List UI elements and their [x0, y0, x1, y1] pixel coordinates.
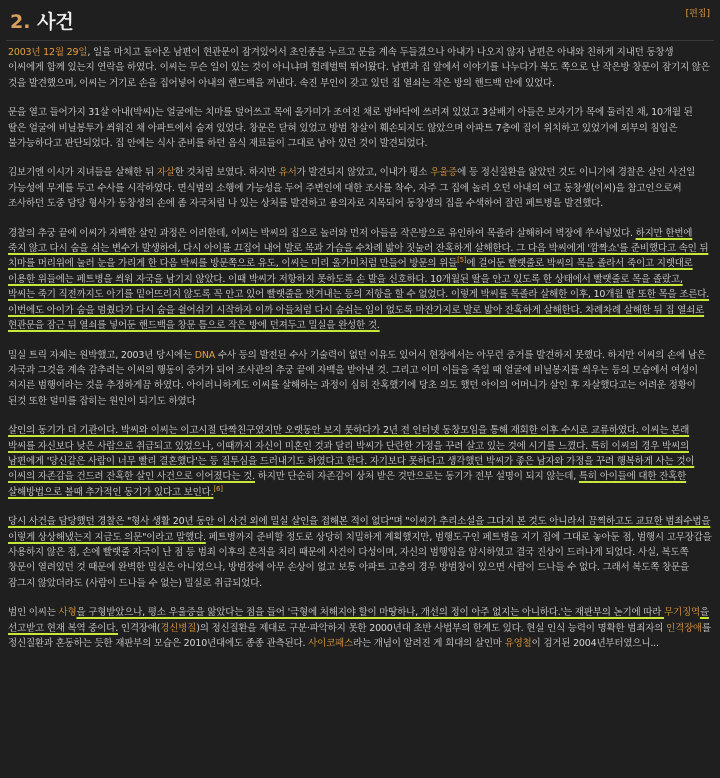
- text-segment: 경찰의 추궁 끝에 이씨가 자백한 살인 과정은 이러한데, 이씨는 박씨의 집으로 놀러와 먼저 아들을 작은방으로 유인하여 목졸라 살해하여 벽장에 쑤셔넣었다.: [8, 227, 636, 239]
- section-title: [10, 7, 74, 34]
- inline-link[interactable]: 인격장애: [666, 622, 702, 634]
- paragraph: [8, 45, 712, 91]
- text-segment: 범인 이씨는: [8, 607, 59, 619]
- section-header: [6, 0, 714, 41]
- inline-link[interactable]: 유서: [278, 167, 297, 179]
- paragraph: [8, 605, 712, 651]
- text-segment: 하지만 단순히 자존감이 상처 받은 것만으로는 동기가 전부 설명이 되지 않는데,: [254, 471, 579, 483]
- paragraph: [8, 165, 712, 211]
- paragraph: [8, 226, 712, 334]
- section-number: 2.: [10, 11, 31, 33]
- text-segment: 문을 열고 들어가지 31살 아내(박씨)는 얼굴에는 치마를 덮어쓰고 목에 올가미가 조여진 채로 방바닥에 쓰러져 있었고 3살배기 아들은 보자기가 목에 둘러진 채, 10개월 된 딸은 얼굴에 비닐봉투가 씌워진 채 아파트에서 숨져 있었다. 창문은 닫혀 있었고 방범 창살이 훼손되지도 않았으며 아파트 7층에 집이 위치하고 있었기에 외부의 침입은 불가능하다고 판단되었다. 집 안에는 식사 준비를 하던 음식 재료들이 그대로 남아 있던 것이 발견되었다.: [8, 107, 693, 150]
- text-segment: )의 정신질환을 제대로 구분·파악하지 못한 2000년대 초반 사법부의 한계도 있다. 현실 인식 능력이 명확한 범죄자의: [196, 622, 666, 634]
- inline-link[interactable]: 사이코패스: [308, 638, 354, 649]
- paragraph: [8, 514, 712, 591]
- text-segment: 에 등 정신질환을 앓았던 것도 이니기에 경찰은 살인 사건일 가능성에 무게를 두고 수사를 시작하였다. 면식범의 소행에 가능성을 두어 주변인에 대한 조사를 착수, 자주 그 집에 놀러 오던 아내의 여고 동창생(이씨)을 참고인으로써 조사하던 도중 담당 형사가 동창생의 손에 좀 자국처럼 나 있는 상처를 발견하고 용의자로 지목되어 동창생의 집을 수색하여 잘린 페트병을 발견했다.: [8, 167, 696, 210]
- footnote-ref[interactable]: [6]: [213, 484, 223, 493]
- edit-link[interactable]: [편집]: [685, 9, 710, 19]
- highlighted-text: 하지만 한번에 죽지 않고 다시 숨을 쉬는 변수가 발생하여, 다시 아이를 끄집어 내어 발로 목과 가슴을 수차례 밟아 짓눌러 잔혹하게 살해한다. 그 다음 박씨에게 '깜짝쇼'를 준비했다고 속인 뒤 치마를 머리위에 눌러 눈을 가리게 한 다음 박씨를 방문쪽으로 유도, 이씨는 미리 올가미처럼 만들어 방문의 위들: [8, 227, 709, 270]
- inline-link[interactable]: 유영철: [504, 638, 532, 649]
- inline-link[interactable]: 우울증: [430, 167, 458, 179]
- text-segment: 라는 개념이 알려진 게 희대의 살인마: [353, 638, 505, 649]
- inline-link[interactable]: DNA: [194, 349, 216, 361]
- highlighted-text: 을 구형받았으나, 평소 우울증을 앓았다는 점을 들어 '극형에 처해지야 할이 마땅하나, 개선의 정이 아주 없지는 아니하다.'는 재판부의 논기에 따라: [76, 607, 665, 619]
- section-title-text: 사건: [37, 11, 74, 33]
- text-segment: 김보기엔 이시가 지녀들을 살해한 뒤: [8, 167, 157, 179]
- text-segment: 페트병까지 준비할 정도로 상당히 치밀하게 계획했지만, 범행도구인 페트병을 지기 집에 그대로 놓아둔 점, 범행시 고무장갑을 사용하지 않은 점, 손에 빨랫줄 자국이 난 점 등 범죄 이후의 흔적을 처리 때문에 사건이 다성이며, 자신의 범행임을 암시하였고 결국 진상이 드러나게 되었다. 사실, 복도쪽 창문이 열려있던 것 때문에 완벽한 밀실은 아니었으나, 방범장에 아무 손상이 없고 보통 아파트 고층의 경우 방범창이 있으면 사람이 드나들 수 없다. 그래서 복도쪽 창문을 잠그지 않았더라도 (사람이 드나들 수 없는) 밀실로 취급되었다.: [8, 531, 712, 589]
- paragraph: [8, 348, 712, 410]
- footnote-ref[interactable]: [5]: [457, 256, 467, 265]
- inline-link[interactable]: 경신병질: [160, 622, 197, 634]
- inline-link[interactable]: 무기징역: [664, 607, 700, 619]
- article-body: [0, 41, 720, 651]
- highlighted-text: 특히 아이들에 대한 잔혹한 살해방법으로 볼때 추가적인 동기가 있다고 보인다.: [8, 471, 687, 498]
- text-segment: , 일을 마치고 돌아온 남편이 현관문이 잠겨있어서 초인종을 누르고 문을 계속 두들겼으나 아내가 나오지 않자 남편은 아내와 친하게 지내던 동창생 이씨에게 함께 있는지 연락을 하였다. 이씨는 무슨 일이 있는 것이 아니냐며 헐레벌떡 뛰어왔다. 남편과 집 앞에서 이야기를 나누다가 복도 쪽으로 난 작은방 창문이 잠기지 않은 것을 발견했으며, 이씨는 거기로 손을 집어넣어 아내의 핸드백을 꺼낸다. 속진 부인이 갖고 있던 집 열쇠는 작은 방의 핸드백 안에 있었다.: [8, 47, 710, 89]
- text-segment: 를 정신질환과 혼동하는 듯한 재판부의 모습은 2010년대에도 종종 관측된다.: [8, 622, 711, 649]
- highlighted-text: 에 걸어둔 빨랫줄로 박씨의 목을 졸라서 죽이고 지렛대로 이용한 위들에는 페트병을 씌워 자국을 남기지 않았다. 이때 박씨가 저항하지 못하도록 손 발을 신호하다. 10개월된 딸을 안고 있도록 한 상태에서 빨랫줄로 목을 졸랐고, 박씨는 죽기 직전까지도 아기를 밑어뜨리지 않도록 꼭 안고 있어 빨랫줄을 벗겨내는 등의 저항을 할 수 없었다. 이렇게 박씨를 목졸라 살해한 이후, 10개월 딸 또한 목을 조른다. 이번에도 아이가 숨을 멈췄다가 다시 숨을 쉴어쉬기 시작하자 이까 아들처럼 다시 숨쉬는 입이 없도록 마잔가지로 발로 밟아 잔혹하게 살해한다. 차례차례 살해한 뒤 집 열쇠로 현관문을 잠근 뒤 열쇠를 넣어둔 핸드백을 창문 틈으로 작은 방에 던져두고 밀실을 완성한 것.: [8, 258, 710, 332]
- paragraph: [8, 423, 712, 500]
- text-segment: 이 검거된 2004년부터였으니...: [531, 638, 659, 649]
- text-segment: 수사 등의 발전된 수사 기술력이 없던 이유도 있어서 현장에서는 아무런 증거를 발견하지 못했다. 하지만 이씨의 손에 남은 자국과 그것을 계속 감추려는 이씨의 행동이 증거가 되어 조사관의 추궁 끝에 자백을 받아낸 것. 그리고 이미 이들을 죽일 때 얼굴에 비닐봉지를 씌우는 등의 모습에서 여성이 저지른 범행이라는 것을 추정하게끔 하였다. 아이러니하게도 이씨를 살해하는 과정이 심히 잔혹했기에 당초 의도 했던 아이의 어머니가 살인 후 자살했다고는 어려운 정황이 된것 또한 덜미를 잡히는 원인이 되기도 하였다: [8, 349, 706, 407]
- text-segment: 밀실 트릭 자체는 원박했고, 2003년 당시에는: [8, 349, 195, 361]
- inline-link[interactable]: 2003년 12월 29일: [8, 47, 88, 58]
- paragraph: [8, 105, 712, 151]
- inline-link[interactable]: 자살: [156, 167, 175, 179]
- text-segment: 한 것처럼 보였다. 하지만: [174, 167, 279, 179]
- highlighted-text: 살인의 동기가 더 기관이다. 박씨와 이씨는 이고시절 단짝친구였지만 오랫동안 보지 못하다가 2년 전 인터넷 동창모임을 통해 재회한 이후 수시로 교류하였다. 이씨는 본래 박씨를 자신보다 낮은 사람으로 취급되고 있었으나, 이때까지 자신이 미혼인 것과 달리 박씨가 단란한 가정을 꾸려 살고 있는 것에 시기를 느꼈다. 특히 이씨의 경우 박씨의 남편에게 '당신같은 사람이 너무 빨리 결혼했다'는 등 질투심을 드러내기도 하였다고 한다. 자기보다 못하다고 생각했던 박씨가 좋은 남자와 가정을 꾸려 행복하게 사는 것이 이씨의 자존감을 건드려 잔혹한 살인 사건으로 이어졌다는 것.: [8, 425, 695, 483]
- text-segment: 가 발견되지 않았고, 이내가 평소: [296, 167, 431, 179]
- inline-link[interactable]: 사형: [58, 607, 77, 619]
- text-segment: 인격장애(: [118, 622, 161, 634]
- highlighted-text: 을 선고받고 현재 복역 중이다.: [8, 607, 709, 634]
- highlighted-text: 당시 사건을 담당했던 경찰은 "형사 생활 20년 동안 이 사건 외에 밀실 살인을 접해본 적이 없다"며 "이씨가 추리소설을 그다지 본 것도 아니라서 끔찍하고도 교묘한 범죄수법을 이렇게 상상해냈는지 지금도 의문"이라고 말했다.: [8, 516, 711, 543]
